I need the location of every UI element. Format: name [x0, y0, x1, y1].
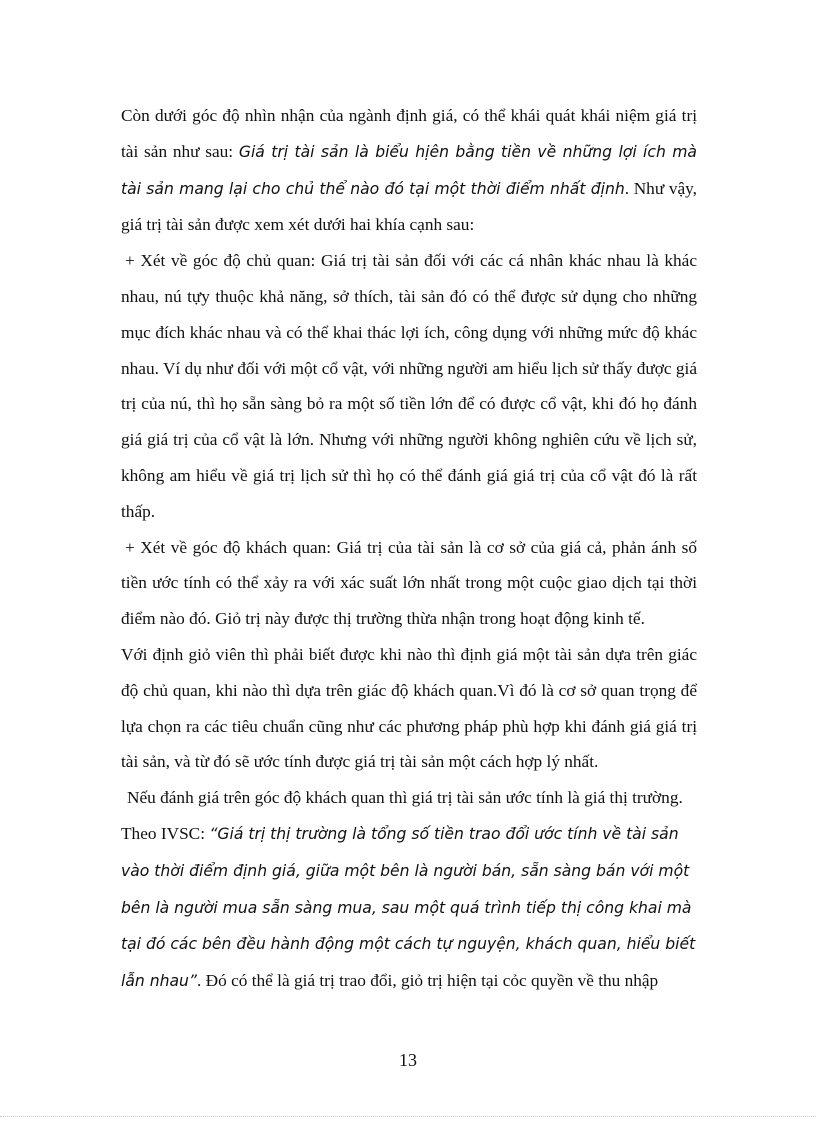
ivsc-quote-italic: “Giá trị thị trường là tổng số tiền trao đổi ước tính về tài sản vào thời điểm định giá, giữa một bên là người bán, sẵn sàng bán với một bên là người mua sẵn sàng mua, sau một quá trình tiếp thị công khai mà tại đó các bên đều hành động một cách tự nguyện, khách quan, hiểu biết lẫn nhau” — [121, 824, 696, 991]
paragraph-definition — [121, 98, 697, 243]
paragraph-subjective: + Xét về góc độ chủ quan: Giá trị tài sản đối với các cá nhân khác nhau là khác nhau, nú tựy thuộc khả năng, sở thích, tài sản đó có thể được sử dụng cho những mục đích khác nhau và có thể khai thác lợi ích, công dụng với những mức độ khác nhau. Ví dụ như đối với một cổ vật, với những người am hiểu lịch sử thấy được giá trị của nú, thì họ sẵn sàng bỏ ra một số tiền lớn để có được cổ vật, khi đó họ đánh giá giá trị của cổ vật là lớn. Nhưng với những người không nghiên cứu về lịch sử, không am hiểu về giá trị lịch sử thì họ có thể đánh giá giá trị của cổ vật đó là rất thấp. — [121, 251, 697, 521]
paragraph-market-value — [121, 780, 697, 1000]
paragraph-objective: + Xét về góc độ khách quan: Giá trị của tài sản là cơ sở của giá cả, phản ánh số tiền ước tính có thể xảy ra với xác suất lớn nhất trong một cuộc giao dịch tại thời điểm nào đó. Giỏ trị này được thị trường thừa nhận trong hoạt động kinh tế. — [121, 537, 697, 629]
definition-italic: Giá trị tài sản là biểu hịên bằng tiền về những lợi ích mà tài sản mang lại cho chủ thể nào đó tại một thời điểm nhất định — [121, 142, 697, 198]
paragraph-market-value-outro: . Đó có thể là giá trị trao đổi, giỏ trị hiện tại cỏc quyền về thu nhập — [197, 971, 659, 991]
page-bottom-divider — [0, 1116, 816, 1117]
paragraph-definition-outro: . Như vậy, giá trị tài sản được xem xét dưới hai khía cạnh sau: — [121, 178, 697, 235]
paragraph-market-value-intro: Nếu đánh giá trên góc độ khách quan thì giá trị tài sản ước tính là giá thị trường. Theo IVSC: — [121, 788, 683, 843]
body-text — [121, 98, 697, 1000]
page-number: 13 — [399, 1050, 417, 1070]
paragraph-definition-intro: Còn dưới góc độ nhìn nhận của ngành định giá, có thể khái quát khái niệm giá trị tài sản như sau: — [121, 106, 697, 161]
paragraph-appraiser: Với định giỏ viên thì phải biết được khi nào thì định giá một tài sản dựa trên giác độ chủ quan, khi nào thì dựa trên giác độ khách quan.Vì đó là cơ sở quan trọng để lựa chọn ra các tiêu chuẩn cũng như các phương pháp phù hợp khi đánh giá giá trị tài sản, và từ đó sẽ ước tính được giá trị tài sản một cách hợp lý nhất. — [121, 644, 697, 772]
